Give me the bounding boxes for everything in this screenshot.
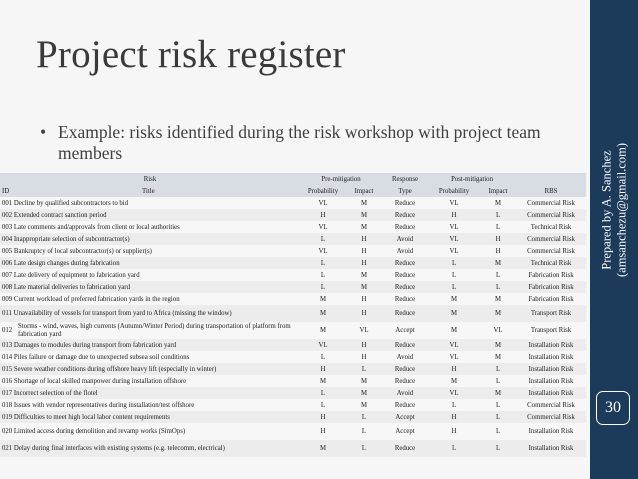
- rbs: Fabrication Risk: [516, 269, 586, 281]
- risk-id: 012: [2, 327, 13, 334]
- risk-cell: [0, 305, 300, 322]
- risk-title: Damages to modules during transport from fabrication yard: [13, 341, 177, 349]
- rbs: Installation Risk: [516, 339, 586, 351]
- pre-impact: L: [346, 411, 382, 423]
- post-probability: VL: [428, 221, 480, 233]
- risk-title: Shortage of local skilled manpower during installation offshore: [13, 377, 187, 385]
- rbs: Fabrication Risk: [516, 293, 586, 305]
- risk-cell: [0, 387, 300, 399]
- author-credit-name: Prepared by A. Sanchez: [599, 150, 614, 270]
- post-probability: H: [428, 363, 480, 375]
- slide-title: Project risk register: [36, 33, 346, 76]
- page-number: 30: [596, 391, 630, 425]
- risk-cell: [0, 351, 300, 363]
- post-probability: L: [428, 281, 480, 293]
- column-header-id: ID: [2, 187, 10, 195]
- response-type: Avoid: [382, 245, 428, 257]
- pre-impact: H: [346, 351, 382, 363]
- pre-probability: L: [300, 387, 346, 399]
- response-type: Reduce: [382, 209, 428, 221]
- pre-probability: M: [300, 375, 346, 387]
- post-impact: M: [480, 257, 516, 269]
- author-credit-text: [600, 143, 629, 277]
- rbs: Technical Risk: [516, 221, 586, 233]
- pre-probability: L: [300, 281, 346, 293]
- post-probability: M: [428, 305, 480, 322]
- rbs: Commercial Risk: [516, 197, 586, 209]
- risk-id: 008: [2, 283, 13, 291]
- post-impact: L: [480, 375, 516, 387]
- table-row: [0, 245, 586, 257]
- rbs: Installation Risk: [516, 375, 586, 387]
- pre-probability: L: [300, 399, 346, 411]
- post-probability: M: [428, 293, 480, 305]
- pre-probability: L: [300, 269, 346, 281]
- post-probability: H: [428, 411, 480, 423]
- table-row: [0, 363, 586, 375]
- table-row: [0, 339, 586, 351]
- table-row: [0, 209, 586, 221]
- table-row: [0, 423, 586, 440]
- response-type: Reduce: [382, 305, 428, 322]
- risk-cell: [0, 209, 300, 221]
- rbs: Commercial Risk: [516, 209, 586, 221]
- post-impact: L: [480, 399, 516, 411]
- response-type: Reduce: [382, 197, 428, 209]
- risk-title: Delay during final interfaces with existing systems (e.g. telecomm, electrical): [13, 445, 225, 452]
- pre-probability: VL: [300, 339, 346, 351]
- empty-header-cell: [516, 173, 586, 185]
- pre-probability: H: [300, 209, 346, 221]
- risk-cell: [0, 269, 300, 281]
- post-impact: L: [480, 411, 516, 423]
- post-impact: VL: [480, 322, 516, 339]
- risk-cell: [0, 293, 300, 305]
- risk-group-header: Risk: [0, 173, 300, 185]
- risk-id: 018: [2, 401, 13, 409]
- risk-title: Severe weather conditions during offshore heavy lift (especially in winter): [13, 365, 217, 373]
- pre-probability: M: [300, 322, 346, 339]
- risk-cell: [0, 245, 300, 257]
- pre-impact: M: [346, 269, 382, 281]
- table-row: [0, 440, 586, 457]
- response-type: Accept: [382, 322, 428, 339]
- post-impact: L: [480, 209, 516, 221]
- risk-cell: [0, 281, 300, 293]
- rbs: Installation Risk: [516, 440, 586, 457]
- response-type: Reduce: [382, 269, 428, 281]
- column-header-row: [0, 185, 586, 197]
- table-row: [0, 221, 586, 233]
- risk-cell: [0, 399, 300, 411]
- pre-probability: H: [300, 423, 346, 440]
- risk-cell: [0, 375, 300, 387]
- response-type: Accept: [382, 411, 428, 423]
- table-row: [0, 257, 586, 269]
- column-header-pre-probability: Probability: [300, 185, 346, 197]
- risk-id: 016: [2, 377, 13, 385]
- post-probability: VL: [428, 233, 480, 245]
- risk-cell: [0, 322, 300, 339]
- pre-impact: L: [346, 423, 382, 440]
- risk-cell: [0, 423, 300, 440]
- pre-probability: M: [300, 440, 346, 457]
- response-type: Reduce: [382, 440, 428, 457]
- author-credit-email: (amsanchezu@gmail.com): [614, 142, 628, 278]
- response-type: Reduce: [382, 221, 428, 233]
- risk-id: 014: [2, 353, 13, 361]
- rbs: Commercial Risk: [516, 411, 586, 423]
- pre-impact: M: [346, 399, 382, 411]
- risk-title: Late comments and/approvals from client or local authorities: [13, 223, 180, 231]
- post-probability: VL: [428, 197, 480, 209]
- pre-impact: H: [346, 339, 382, 351]
- pre-mitigation-header: Pre-mitigation: [300, 173, 382, 185]
- table-row: [0, 197, 586, 209]
- response-type: Avoid: [382, 233, 428, 245]
- response-type: Reduce: [382, 399, 428, 411]
- post-impact: M: [480, 351, 516, 363]
- post-impact: M: [480, 387, 516, 399]
- rbs: Commercial Risk: [516, 399, 586, 411]
- table-row: [0, 233, 586, 245]
- bullet-dot-icon: •: [40, 122, 47, 142]
- risk-title: Limited access during demolition and revamp works (SimOps): [13, 428, 186, 435]
- risk-id: 017: [2, 389, 13, 397]
- response-type: Reduce: [382, 281, 428, 293]
- post-impact: L: [480, 269, 516, 281]
- risk-cell: [0, 221, 300, 233]
- response-type: Avoid: [382, 387, 428, 399]
- risk-id: 013: [2, 341, 13, 349]
- table-row: [0, 387, 586, 399]
- risk-id: 007: [2, 271, 13, 279]
- rbs: Transport Risk: [516, 305, 586, 322]
- post-impact: M: [480, 339, 516, 351]
- post-probability: VL: [428, 387, 480, 399]
- pre-probability: VL: [300, 197, 346, 209]
- pre-impact: H: [346, 293, 382, 305]
- risk-id: 002: [2, 211, 13, 219]
- risk-title: Bankruptcy of local subcontractor(s) or supplier(s): [13, 247, 152, 255]
- pre-impact: M: [346, 281, 382, 293]
- risk-id: 021: [2, 445, 13, 452]
- risk-cell: [0, 440, 300, 457]
- pre-probability: L: [300, 257, 346, 269]
- column-header-type: Type: [382, 185, 428, 197]
- column-header-post-probability: Probability: [428, 185, 480, 197]
- table-row: [0, 322, 586, 339]
- post-probability: L: [428, 257, 480, 269]
- risk-title: Unavailability of vessels for transport from yard to Africa (missing the window): [13, 310, 232, 317]
- risk-id: 019: [2, 413, 13, 421]
- pre-probability: M: [300, 305, 346, 322]
- rbs: Installation Risk: [516, 351, 586, 363]
- column-header-id-title: [0, 185, 300, 197]
- table-row: [0, 281, 586, 293]
- risk-cell: [0, 411, 300, 423]
- post-probability: M: [428, 322, 480, 339]
- risk-title: Extended contract sanction period: [13, 211, 107, 219]
- risk-id: 020: [2, 428, 13, 435]
- pre-impact: M: [346, 197, 382, 209]
- pre-impact: H: [346, 257, 382, 269]
- post-impact: M: [480, 305, 516, 322]
- risk-id: 003: [2, 223, 13, 231]
- pre-impact: L: [346, 440, 382, 457]
- post-impact: L: [480, 281, 516, 293]
- risk-title: Issues with vendor representatives during installation/test offshore: [13, 401, 195, 409]
- response-type: Accept: [382, 423, 428, 440]
- risk-cell: [0, 363, 300, 375]
- response-type: Avoid: [382, 351, 428, 363]
- rbs: Fabrication Risk: [516, 281, 586, 293]
- post-probability: L: [428, 399, 480, 411]
- table-row: [0, 411, 586, 423]
- pre-impact: M: [346, 209, 382, 221]
- table-row: [0, 269, 586, 281]
- pre-probability: M: [300, 293, 346, 305]
- post-impact: L: [480, 423, 516, 440]
- bullet-text: Example: risks identified during the risk workshop with project team members: [58, 122, 541, 163]
- pre-impact: H: [346, 233, 382, 245]
- response-type: Reduce: [382, 257, 428, 269]
- column-header-title: Title: [142, 187, 155, 195]
- post-impact: L: [480, 221, 516, 233]
- rbs: Commercial Risk: [516, 245, 586, 257]
- pre-probability: VL: [300, 245, 346, 257]
- post-impact: H: [480, 245, 516, 257]
- pre-probability: L: [300, 233, 346, 245]
- risk-id: 006: [2, 259, 13, 267]
- response-type: Reduce: [382, 293, 428, 305]
- table-row: [0, 351, 586, 363]
- table-row: [0, 399, 586, 411]
- post-probability: L: [428, 440, 480, 457]
- pre-probability: H: [300, 411, 346, 423]
- table-row: [0, 375, 586, 387]
- response-type: Reduce: [382, 339, 428, 351]
- post-probability: VL: [428, 339, 480, 351]
- risk-title: Late delivery of equipment to fabrication yard: [13, 271, 140, 279]
- risk-title: Storms - wind, waves, high currents (Autumn/Winter Period) during transportation of platform from fabrication yard: [18, 323, 291, 338]
- response-type: Reduce: [382, 375, 428, 387]
- risk-title: Inappropriate selection of subcontractor(s): [13, 235, 130, 243]
- risk-id: 015: [2, 365, 13, 373]
- pre-impact: VL: [346, 322, 382, 339]
- group-header-row: [0, 173, 586, 185]
- risk-title: Piles failure or damage due to unexpected subsea soil conditions: [13, 353, 190, 361]
- rbs: Installation Risk: [516, 363, 586, 375]
- risk-cell: [0, 197, 300, 209]
- post-probability: H: [428, 423, 480, 440]
- pre-probability: H: [300, 363, 346, 375]
- pre-probability: VL: [300, 221, 346, 233]
- pre-impact: M: [346, 387, 382, 399]
- risk-register-table: [0, 173, 586, 457]
- rbs: Installation Risk: [516, 387, 586, 399]
- post-probability: M: [428, 375, 480, 387]
- response-header: Response: [382, 173, 428, 185]
- risk-title: Incorrect selection of the flotel: [13, 389, 98, 397]
- risk-cell: [0, 339, 300, 351]
- pre-impact: L: [346, 363, 382, 375]
- risk-title: Current workload of preferred fabrication yards in the region: [13, 295, 180, 303]
- post-impact: M: [480, 293, 516, 305]
- post-probability: H: [428, 209, 480, 221]
- risk-title: Late design changes during fabrication: [13, 259, 120, 267]
- bullet-point: [40, 122, 580, 164]
- risk-id: 001: [2, 199, 13, 207]
- rbs: Commercial Risk: [516, 233, 586, 245]
- pre-probability: L: [300, 351, 346, 363]
- risk-id: 011: [2, 310, 12, 317]
- table-row: [0, 293, 586, 305]
- post-probability: L: [428, 269, 480, 281]
- post-probability: VL: [428, 245, 480, 257]
- rbs: Transport Risk: [516, 322, 586, 339]
- post-impact: L: [480, 363, 516, 375]
- column-header-post-impact: Impact: [480, 185, 516, 197]
- response-type: Reduce: [382, 363, 428, 375]
- risk-title: Difficulties to meet high local labor content requirements: [13, 413, 170, 421]
- risk-id: 009: [2, 295, 13, 303]
- rbs: Installation Risk: [516, 423, 586, 440]
- post-probability: VL: [428, 351, 480, 363]
- risk-title: Late material deliveries to fabrication yard: [13, 283, 130, 291]
- column-header-pre-impact: Impact: [346, 185, 382, 197]
- post-mitigation-header: Post-mitigation: [428, 173, 516, 185]
- risk-cell: [0, 257, 300, 269]
- column-header-rbs: RBS: [516, 185, 586, 197]
- pre-impact: H: [346, 305, 382, 322]
- rbs: Technical Risk: [516, 257, 586, 269]
- risk-title: Decline by qualified subcontractors to bid: [13, 199, 129, 207]
- pre-impact: H: [346, 245, 382, 257]
- post-impact: M: [480, 197, 516, 209]
- post-impact: H: [480, 233, 516, 245]
- risk-cell: [0, 233, 300, 245]
- pre-impact: M: [346, 375, 382, 387]
- post-impact: L: [480, 440, 516, 457]
- pre-impact: M: [346, 221, 382, 233]
- risk-id: 004: [2, 235, 13, 243]
- table-row: [0, 305, 586, 322]
- risk-id: 005: [2, 247, 13, 255]
